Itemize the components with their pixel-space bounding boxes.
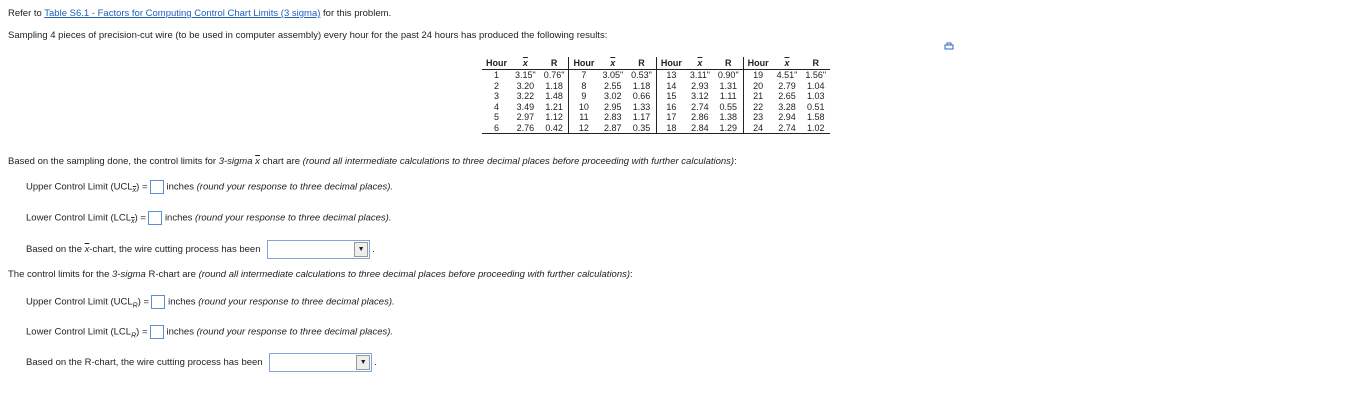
table-cell: 3.15" [515, 70, 536, 80]
table-cell: 2.87 [604, 122, 622, 133]
table-cell: 17 [656, 112, 686, 123]
r-lcl-sub: R [131, 332, 137, 340]
table-cell: 2.65 [778, 91, 796, 101]
table-cell: 16 [656, 102, 686, 113]
table-cell: 9 [569, 91, 599, 102]
r-lead-e: : [630, 269, 633, 280]
triangle-down-icon[interactable]: ▼ [356, 355, 370, 370]
table-cell: 1.02 [806, 122, 825, 133]
table-cell: 0.53" [631, 70, 652, 80]
xbar-ucl-label: Upper Control Limit (UCL [26, 181, 133, 193]
table-cell: 0.90" [717, 70, 739, 80]
table-cell: 2.74 [691, 101, 709, 112]
xbar-based-a: Based on the [26, 244, 85, 256]
table-cell: 1.11 [719, 91, 737, 101]
table-cell: 0.76" [543, 70, 565, 80]
table-cell: 1.38 [719, 112, 738, 122]
table-cell: 1.18 [545, 80, 563, 91]
r-conclusion-row [26, 353, 377, 372]
table-cell: 1.31 [719, 80, 738, 91]
xbar-lcl-row [26, 211, 391, 225]
xbar-ucl-row [26, 180, 393, 194]
table-cell: 0.66 [632, 91, 651, 101]
r-ucl-row [26, 295, 395, 309]
table-cell: 8 [569, 81, 599, 92]
r-lead-c: R-chart are [145, 269, 199, 280]
table-cell: 2.55 [604, 80, 622, 91]
xbar-lead-a: Based on the sampling done, the control limits for [8, 156, 219, 167]
xbar-lcl-unit: inches [164, 212, 193, 224]
xbar-lead-d: (round all intermediate calculations to three decimal places before proceeding with further calculations) [302, 156, 735, 167]
table-cell: 1 [493, 70, 499, 80]
table-cell: 1.04 [806, 80, 825, 91]
r-process-dropdown[interactable] [269, 353, 372, 372]
table-cell: 1.48 [545, 91, 563, 101]
table-cell: 0.55 [719, 101, 738, 112]
table-cell: 2.76 [516, 122, 535, 133]
table-row [482, 81, 830, 92]
r-ucl-tail: ) = [137, 296, 150, 308]
table-cell: 2.93 [691, 80, 709, 91]
xbar-lead-text [8, 156, 737, 167]
table-cell: 7 [569, 70, 599, 81]
table-cell: 3.22 [516, 91, 535, 101]
table-cell: 3.02 [604, 91, 622, 101]
table-cell: 2 [493, 80, 499, 91]
table-cell: 3.49 [516, 101, 535, 112]
table-row [482, 102, 830, 113]
table-cell: 1.12 [545, 112, 563, 122]
table-cell: 1.29 [719, 122, 738, 133]
wire-sample-table [482, 57, 830, 134]
table-cell: 1.58 [806, 112, 825, 122]
problem-statement: Sampling 4 pieces of precision-cut wire (to be used in computer assembly) every hour for the past 24 hours has produced the following results: [8, 30, 608, 41]
table-cell: 0.51 [806, 101, 825, 112]
triangle-down-icon[interactable]: ▼ [354, 242, 368, 257]
table-cell: 24 [743, 123, 773, 134]
table-cell: 0.42 [545, 122, 563, 133]
xbar-lcl-input[interactable] [148, 211, 162, 225]
xbar-based-symbol: $\overline{x}$ [84, 244, 90, 256]
table-cell: 1.33 [632, 101, 651, 112]
table-row [482, 70, 830, 81]
r-lead-d: (round all intermediate calculations to three decimal places before proceeding with further calculations) [198, 269, 631, 280]
r-lcl-note: (round your response to three decimal places). [196, 326, 394, 338]
table-cell: 14 [656, 81, 686, 92]
xbar-symbol: $\overline{x}$ [255, 156, 260, 167]
table-header-cell: R [714, 57, 743, 70]
table-cell: 1.18 [632, 80, 651, 91]
table-cell: 12 [569, 123, 599, 134]
table-header-cell: Hour [743, 57, 773, 70]
table-cell: 4.51" [776, 70, 798, 80]
table-header-cell: $\overline{x}$ [511, 57, 540, 70]
xbar-lead-b: 3-sigma [218, 156, 256, 167]
xbar-based-b: -chart, the wire cutting process has been [89, 244, 261, 256]
table-cell: 13 [656, 70, 686, 81]
table-cell: 2.84 [691, 122, 709, 133]
table-header-cell: Hour [656, 57, 686, 70]
intro-suffix: for this problem. [320, 8, 392, 19]
table-header-row [482, 57, 830, 70]
r-lead-b: 3-sigma [112, 269, 146, 280]
xbar-ucl-sub: x [132, 187, 137, 195]
table-header-cell: R [540, 57, 569, 70]
table-cell: 2.95 [604, 101, 622, 112]
xbar-conclusion-row [26, 240, 375, 259]
table-header-cell: $\overline{x}$ [773, 57, 802, 70]
table-cell: 1.56" [805, 70, 827, 80]
table-cell: 4 [493, 101, 499, 112]
r-lead-text [8, 269, 633, 280]
table-header-cell: R [627, 57, 656, 70]
table-cell: 3.05" [602, 70, 624, 80]
table-cell: 3.20 [516, 80, 535, 91]
table-cell: 18 [656, 123, 686, 134]
table-cell: 23 [743, 112, 773, 123]
table-cell: 11 [569, 112, 599, 123]
table-cell: 10 [569, 102, 599, 113]
r-ucl-unit: inches [168, 296, 196, 308]
r-based-text: Based on the R-chart, the wire cutting process has been [26, 357, 263, 369]
table-row [482, 123, 830, 134]
table-cell: 2.83 [604, 112, 622, 122]
table-header-cell: Hour [569, 57, 599, 70]
table-cell: 5 [493, 112, 499, 122]
intro-prefix: Refer to [8, 8, 45, 19]
print-icon[interactable] [944, 42, 954, 51]
xbar-lead-c: chart are [259, 156, 303, 167]
xbar-lcl-tail: ) = [134, 212, 146, 224]
table-cell: 3 [493, 91, 499, 101]
table-cell: 22 [743, 102, 773, 113]
xbar-lcl-sub: x [131, 218, 135, 226]
table-header-cell: Hour [482, 57, 511, 70]
table-cell: 2.94 [778, 112, 796, 122]
r-lcl-input[interactable] [150, 325, 164, 339]
r-ucl-input[interactable] [151, 295, 165, 309]
r-lcl-tail: ) = [136, 326, 148, 338]
xbar-period: . [372, 244, 375, 256]
table-cell: 19 [743, 70, 773, 81]
table-cell: 2.86 [691, 112, 709, 122]
r-ucl-note: (round your response to three decimal places). [198, 296, 395, 308]
xbar-ucl-note: (round your response to three decimal places). [196, 181, 394, 193]
table-cell: 2.74 [778, 122, 796, 133]
table-cell: 21 [743, 91, 773, 102]
xbar-ucl-unit: inches [166, 181, 194, 193]
r-period: . [374, 357, 377, 369]
table-row [482, 91, 830, 102]
r-lcl-row [26, 325, 393, 339]
table-cell: 0.35 [632, 122, 651, 133]
table-cell: 3.12 [691, 91, 709, 101]
table-header-cell: $\overline{x}$ [686, 57, 714, 70]
xbar-process-dropdown[interactable] [267, 240, 370, 259]
table-cell: 20 [743, 81, 773, 92]
table-header-cell: $\overline{x}$ [598, 57, 627, 70]
table-cell: 3.28 [778, 101, 796, 112]
xbar-lcl-label: Lower Control Limit (LCL [26, 212, 132, 224]
table-row [482, 112, 830, 123]
table-cell: 3.11" [689, 70, 710, 80]
r-lcl-label: Lower Control Limit (LCL [26, 326, 132, 338]
table-cell: 15 [656, 91, 686, 102]
r-lead-a: The control limits for the [8, 269, 113, 280]
xbar-lead-e: : [734, 156, 737, 167]
xbar-ucl-tail: ) = [136, 181, 148, 193]
table-cell: 1.17 [632, 112, 651, 122]
table-cell: 1.03 [806, 91, 825, 101]
r-lcl-unit: inches [166, 326, 194, 338]
factors-table-link[interactable]: Table S6.1 - Factors for Computing Control Chart Limits (3 sigma) [44, 8, 321, 19]
intro-line [8, 8, 391, 19]
table-cell: 2.97 [516, 112, 535, 122]
table-cell: 6 [493, 122, 499, 133]
xbar-lcl-note: (round your response to three decimal places). [195, 212, 392, 224]
table-cell: 1.21 [545, 101, 563, 112]
table-cell: 2.79 [778, 80, 796, 91]
xbar-ucl-input[interactable] [150, 180, 164, 194]
r-ucl-label: Upper Control Limit (UCL [26, 296, 133, 308]
table-header-cell: R [801, 57, 830, 70]
r-ucl-sub: R [132, 302, 138, 310]
